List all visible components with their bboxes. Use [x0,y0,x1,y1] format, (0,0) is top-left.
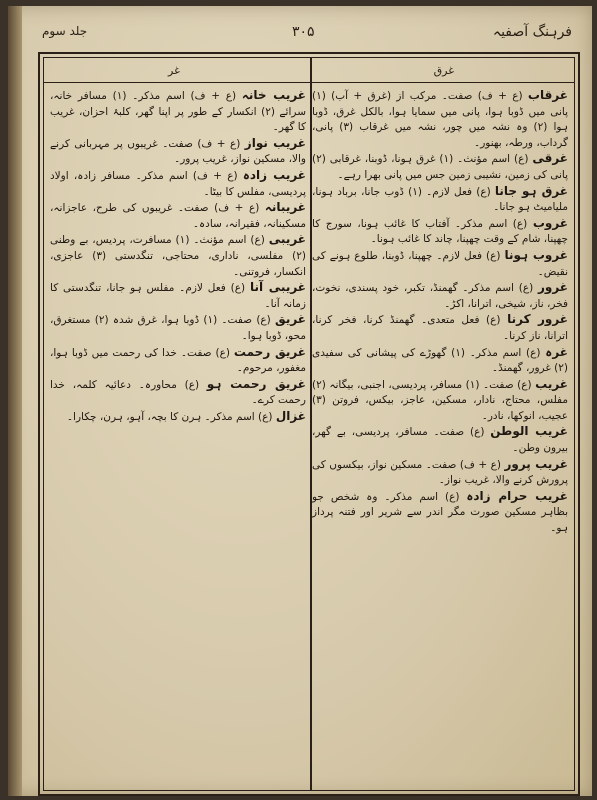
dictionary-entry [50,200,306,232]
dictionary-entry [312,377,568,425]
dictionary-entry [312,312,568,344]
dictionary-entry [50,88,306,136]
dictionary-entry [312,216,568,248]
left-column [50,88,306,784]
entry-definition: (ع) اسم مذکر۔ وہ شخص جو بظاہر مسکین صورت مگر اندر سے شریر اور فتنہ پرداز ہو۔ [312,490,568,535]
page-header [42,22,572,50]
text-frame [38,52,580,796]
entry-definition: (ع + ف) صفت۔ غریبوں پر مہربانی کرنے والا، مسکین نواز، غریب پرور۔ [50,137,306,166]
dictionary-entry [312,489,568,537]
dictionary-entry [50,232,306,280]
dictionary-entry [312,151,568,183]
entry-definition: (ع) صفت۔ (۱) ڈوبا ہوا، غرق شدہ (۲) مستغرق، محو، ڈوبا ہوا۔ [50,314,306,342]
entry-headword: غریق رحمت [233,344,306,359]
entry-definition: (ع) فعل لازم۔ چھپنا، ڈوبنا، طلوع ہونے کی نقیض۔ [312,249,568,278]
entry-definition: (ع) فعل لازم۔ (۱) ڈوب جانا، برباد ہونا، ملیامیٹ ہو جانا۔ [312,185,568,214]
entry-headword: غریب [535,376,568,391]
entry-definition: (ع) صفت۔ مسافر، پردیسی، بے گھر، بیرون وطن۔ [312,426,568,455]
entry-headword: غریبانہ [264,200,306,215]
entry-definition: (ع + ف) صفت۔ مسکین نواز، بیکسوں کی پرورش کرنے والا، غریب نواز۔ [312,458,568,487]
dictionary-entry [50,409,306,426]
volume-label: جلد سوم [42,24,88,38]
dictionary-entry [312,184,568,216]
entry-headword: غریق رحمت ہو [206,376,306,391]
book-page [8,6,592,796]
dictionary-entry [312,280,568,312]
entry-headword: غرور [537,280,568,295]
entry-headword: غرقی [532,151,568,166]
entry-definition: (ع) اسم مذکر۔ (۱) گھوڑے کی پیشانی کی سفیدی (۲) غرور، گھمنڈ۔ [312,346,568,375]
entry-definition: (ع) اسم مذکر۔ آفتاب کا غائب ہونا، سورج کا چھپنا، شام کے وقت چھپنا، چاند کا غائب ہونا۔ [312,217,568,246]
entry-headword: غریبی [268,232,306,247]
dictionary-entry [50,377,306,409]
column-heading-rule [44,82,574,83]
dictionary-entry [312,88,568,151]
entry-definition: (ع) اسم مؤنث۔ (۱) غرق ہونا، ڈوبنا، غرقابی (۲) پانی کی زمین، نشیبی زمین جس میں پانی بھرا رہے۔ [312,153,568,181]
entry-definition: (ع + ف) صفت۔ غریبوں کی طرح، عاجزانہ، مسکینانہ، فقیرانہ، سادہ۔ [50,202,306,230]
entry-headword: غریب حرام زادہ [466,488,568,503]
entry-headword: غریب خانہ [241,88,306,102]
entry-headword: غریبی آنا [249,280,306,295]
entry-definition: (ع) صفت۔ (۱) مسافر، پردیسی، اجنبی، بیگانہ (۲) مفلس، محتاج، نادار، مسکین، عاجز، بیکس، فروتن (۳) عجیب، انوکھا، نادر۔ [312,378,568,422]
entry-headword: غریب پرور [504,456,568,471]
entry-headword: غرہ [545,344,568,359]
entry-definition: (ع) محاورہ۔ دعائیہ کلمہ، خدا رحمت کرے۔ [50,378,306,407]
right-column-heading: غرق [433,64,454,77]
entry-headword: غروب ہونا [504,247,568,262]
entry-definition: (ع + ف) صفت۔ مرکب از (غرق + آب) (۱) پانی میں ڈوبا ہوا، پانی میں سمایا ہوا، بالکل غرق، ڈوبا ہوا (۲) وہ نشہ میں چور، نشہ میں غرقاب (۳) پانی، گرداب، ورطہ، بھنور۔ [312,90,568,149]
entry-definition: (ع + ف) اسم مذکر۔ مسافر زادہ، اولاد پردیسی، مفلس کا بیٹا۔ [50,169,306,198]
dictionary-entry [312,345,568,377]
page-number: ۳۰۵ [292,24,315,40]
dictionary-entry [50,345,306,377]
entry-headword: غریب زادہ [242,167,306,182]
entry-headword: غریب نواز [244,135,306,150]
dictionary-entry [312,457,568,489]
entry-headword: غرق ہو جانا [494,183,568,198]
left-column-heading: غر [168,64,180,77]
entry-definition: (ع) فعل متعدی۔ گھمنڈ کرنا، فخر کرنا، اترانا، ناز کرنا۔ [312,314,568,342]
dictionary-entry [50,280,306,312]
dictionary-entry [312,424,568,456]
entry-headword: غرور کرنا [507,312,568,327]
entry-headword: غروب [532,215,568,230]
dictionary-entry [50,312,306,344]
dictionary-entry [50,168,306,200]
entry-definition: (ع) اسم مذکر۔ ہرن کا بچہ، آہو، ہرن، چکارا۔ [66,410,276,423]
entry-definition: (ع) فعل لازم۔ مفلس ہو جانا، تنگدستی کا زمانہ آنا۔ [50,282,306,310]
right-column [312,88,568,784]
entry-definition: (ع) صفت۔ خدا کی رحمت میں ڈوبا ہوا، مغفور، مرحوم۔ [50,346,306,375]
entry-definition: (ع + ف) اسم مذکر۔ (۱) مسافر خانہ، سرائے (۲) انکسار کے طور پر اپنا گھر، کلبۂ احزان، غریب کا گھر۔ [50,90,306,134]
entry-headword: غریق [275,312,306,327]
entry-definition: (ع) اسم مذکر۔ گھمنڈ، تکبر، خود پسندی، نخوت، فخر، ناز، شیخی، اترانا، اکڑ۔ [312,282,568,310]
book-title: فرہنگ آصفیہ [492,24,572,40]
entry-definition: (ع) اسم مؤنث۔ (۱) مسافرت، پردیس، بے وطنی (۲) مفلسی، ناداری، محتاجی، تنگدستی (۳) عاجزی، انکسار، فروتنی۔ [50,234,306,278]
entry-headword: غزال [275,408,306,423]
text-frame-inner [43,57,575,791]
dictionary-entry [50,136,306,168]
book-spine [8,6,22,796]
dictionary-entry [312,248,568,280]
entry-headword: غریب الوطن [490,424,568,439]
entry-headword: غرقاب [527,88,568,102]
